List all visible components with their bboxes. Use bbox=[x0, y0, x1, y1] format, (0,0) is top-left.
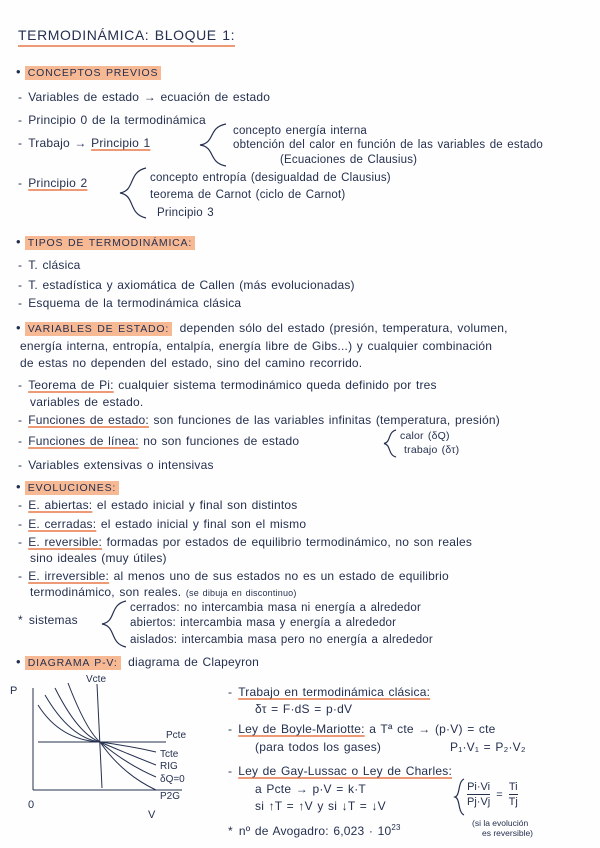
item-text: termodinámico, son reales. bbox=[30, 585, 182, 599]
dash: - bbox=[228, 685, 233, 699]
isochore-line bbox=[97, 684, 102, 788]
star-mark: * bbox=[228, 824, 233, 838]
adiabatic-label: δQ=0 bbox=[160, 774, 185, 785]
dash: - bbox=[18, 278, 23, 292]
paragraph-line: variables de estado. bbox=[30, 395, 144, 409]
brace bbox=[200, 124, 226, 166]
isotherm-label: Tcte bbox=[160, 749, 179, 760]
list-item-gay-lussac bbox=[228, 764, 452, 778]
paragraph-line bbox=[30, 585, 297, 600]
underlined-label: Ley de Boyle-Mariotte: bbox=[238, 722, 365, 736]
x-axis-label: V bbox=[148, 809, 156, 821]
branch-item: teorema de Carnot (ciclo de Carnot) bbox=[150, 189, 346, 201]
list-item bbox=[18, 296, 241, 310]
page-title: TERMODINÁMICA: BLOQUE 1: bbox=[18, 26, 235, 47]
underlined-label: E. reversible: bbox=[28, 535, 103, 549]
fraction-left bbox=[467, 781, 490, 809]
underlined-label: Principio 1 bbox=[91, 136, 151, 150]
adiabatic-curve bbox=[55, 688, 156, 777]
pv-diagram bbox=[0, 668, 200, 828]
heading-label: VARIABLES DE ESTADO: bbox=[25, 322, 172, 336]
item-text: Esquema de la termodinámica clásica bbox=[28, 296, 242, 310]
underlined-label: Ley de Gay-Lussac o Ley de Charles: bbox=[238, 764, 452, 778]
dash: - bbox=[18, 258, 23, 272]
denominator: Pj·Vj bbox=[467, 796, 491, 808]
brace bbox=[455, 779, 464, 815]
heading-label: EVOLUCIONES: bbox=[25, 481, 119, 495]
branch-item: Principio 3 bbox=[157, 207, 214, 219]
brace bbox=[384, 430, 396, 457]
avogadro-exponent: 23 bbox=[391, 823, 401, 832]
fraction-right bbox=[509, 781, 518, 809]
avogadro-value: 6,023 · 10 bbox=[333, 824, 392, 838]
dash: - bbox=[18, 176, 23, 190]
bullet: • bbox=[16, 320, 21, 335]
section-heading-tipos bbox=[16, 235, 198, 250]
list-item-funciones-estado bbox=[18, 413, 500, 427]
item-text: T. clásica bbox=[28, 258, 81, 272]
isobar-label: Pcte bbox=[166, 730, 187, 741]
avogadro-note bbox=[228, 821, 401, 838]
side-note: (se dibuja en discontinuo) bbox=[185, 588, 297, 598]
branch-item: cerrados: no intercambia masa ni energía a alrededor bbox=[130, 602, 421, 614]
branch-item: trabajo (δτ) bbox=[404, 444, 460, 456]
bullet: • bbox=[16, 234, 21, 249]
item-text: el estado inicial y final son el mismo bbox=[100, 517, 307, 531]
list-item bbox=[18, 258, 81, 272]
item-text: son funciones de las variables infinitas (temperatura, presión) bbox=[153, 413, 500, 427]
paragraph-line: sino ideales (muy útiles) bbox=[30, 551, 167, 565]
equals-sign: = bbox=[496, 788, 503, 801]
branch-item: aislados: intercambia masa pero no energía a alrededor bbox=[130, 634, 433, 646]
bullet: • bbox=[16, 64, 21, 79]
curve-p2g bbox=[68, 683, 156, 790]
underlined-label: Teorema de Pi: bbox=[28, 378, 114, 392]
formula: si ↑T = ↑V y si ↓T = ↓V bbox=[255, 799, 386, 813]
underlined-label: Trabajo en termodinámica clásica: bbox=[238, 685, 431, 699]
formula: a Pcte → p·V = k·T bbox=[255, 782, 366, 796]
dash: - bbox=[18, 458, 23, 472]
isochore-label: Vcte bbox=[86, 674, 107, 685]
list-item-principio2 bbox=[18, 176, 87, 190]
dash: - bbox=[18, 413, 23, 427]
note-line: (si la evolución bbox=[472, 818, 529, 828]
heading-label: CONCEPTOS PREVIOS bbox=[25, 66, 162, 80]
underlined-label: Funciones de estado: bbox=[28, 413, 149, 427]
list-item bbox=[18, 90, 270, 104]
dash: - bbox=[18, 434, 23, 448]
list-item-abiertas bbox=[18, 498, 297, 512]
curve-p2g-label: P2G bbox=[160, 791, 181, 802]
paragraph-text: dependen sólo del estado (presión, temperatura, volumen, bbox=[179, 321, 508, 335]
list-item bbox=[18, 458, 214, 472]
item-text: cualquier sistema termodinámico queda definido por tres bbox=[118, 378, 437, 392]
dash: - bbox=[18, 498, 23, 512]
dash: - bbox=[18, 535, 23, 549]
formula: P₁·V₁ = P₂·V₂ bbox=[450, 740, 526, 754]
section-heading-conceptos bbox=[16, 65, 164, 80]
paragraph-line: energía interna, entropía, entalpía, energía libre de Gibs...) y cualquier combinación bbox=[20, 339, 493, 353]
curve-rig-label: RIG bbox=[160, 761, 178, 772]
note-line: es reversible) bbox=[482, 828, 534, 838]
list-item-trabajo bbox=[18, 136, 150, 150]
item-text: nº de Avogadro: bbox=[238, 824, 329, 838]
branch-item: obtención del calor en función de las variables de estado bbox=[233, 139, 544, 151]
heading-label: TIPOS DE TERMODINÁMICA: bbox=[25, 236, 195, 250]
list-item-funciones-linea bbox=[18, 434, 299, 448]
item-text: el estado inicial y final son distintos bbox=[96, 498, 298, 512]
bullet: • bbox=[16, 479, 21, 494]
note-text: (para todos los gases) bbox=[255, 740, 382, 754]
underlined-label: Principio 2 bbox=[28, 176, 88, 190]
list-item bbox=[18, 278, 355, 292]
item-text: Principio 0 de la termodinámica bbox=[28, 113, 206, 127]
dash: - bbox=[18, 296, 23, 310]
item-text: formadas por estados de equilibrio termodinámico, no son reales bbox=[106, 535, 473, 549]
item-text: al menos uno de sus estados no es un estado de equilibrio bbox=[113, 569, 449, 583]
bullet: • bbox=[16, 654, 21, 669]
item-text: Variables extensivas o intensivas bbox=[28, 458, 214, 472]
underlined-label: E. cerradas: bbox=[28, 517, 97, 531]
denominator: Tj bbox=[508, 796, 518, 808]
heading-subtitle: diagrama de Clapeyron bbox=[128, 655, 260, 669]
item-text: Trabajo → bbox=[28, 136, 87, 150]
y-axis-label: P bbox=[10, 685, 18, 697]
section-heading-evoluciones bbox=[16, 480, 122, 495]
item-text: no son funciones de estado bbox=[143, 434, 300, 448]
branch-item: concepto energía interna bbox=[233, 125, 368, 137]
list-item-trabajo-clasica bbox=[228, 685, 430, 699]
dash: - bbox=[18, 136, 23, 150]
dash: - bbox=[18, 378, 23, 392]
list-item-cerradas bbox=[18, 517, 306, 531]
numerator: Pi·Vi bbox=[467, 781, 491, 793]
dash: - bbox=[18, 569, 23, 583]
origin-label: 0 bbox=[28, 799, 35, 811]
item-text: sistemas bbox=[28, 613, 78, 627]
underlined-label: E. irreversible: bbox=[28, 569, 110, 583]
dash: - bbox=[18, 517, 23, 531]
branch-item: abiertos: intercambia masa y energía a alrededor bbox=[130, 617, 397, 629]
reversible-note bbox=[472, 818, 533, 838]
list-item-boyle bbox=[228, 722, 496, 736]
list-item-irreversible bbox=[18, 569, 449, 583]
branch-item: calor (δQ) bbox=[400, 430, 450, 442]
paragraph-line: de estas no dependen del estado, sino del camino recorrido. bbox=[20, 356, 363, 370]
numerator: Ti bbox=[508, 781, 518, 793]
branch-item: concepto entropía (desigualdad de Clausius) bbox=[150, 172, 391, 184]
list-item-sistemas bbox=[18, 613, 78, 627]
item-text: Variables de estado → ecuación de estado bbox=[28, 90, 271, 104]
formula: δτ = F·dS = p·dV bbox=[255, 702, 353, 716]
heading-label: DIAGRAMA P-V: bbox=[25, 656, 121, 670]
list-item bbox=[18, 113, 206, 127]
list-item-reversible bbox=[18, 535, 472, 549]
item-text: a Tª cte → (p·V) = cte bbox=[369, 722, 496, 736]
dash: - bbox=[228, 722, 233, 736]
dash: - bbox=[228, 764, 233, 778]
star-mark: * bbox=[18, 613, 23, 627]
list-item-teorema bbox=[18, 378, 437, 392]
brace bbox=[102, 601, 126, 647]
gay-lussac-fraction bbox=[467, 781, 518, 809]
dash: - bbox=[18, 90, 23, 104]
brace bbox=[120, 168, 146, 218]
branch-item: (Ecuaciones de Clausius) bbox=[280, 154, 418, 166]
underlined-label: Funciones de línea: bbox=[28, 434, 139, 448]
section-heading-variables bbox=[16, 321, 508, 336]
dash: - bbox=[18, 113, 23, 127]
item-text: T. estadística y axiomática de Callen (más evolucionadas) bbox=[28, 278, 355, 292]
underlined-label: E. abiertas: bbox=[28, 498, 93, 512]
